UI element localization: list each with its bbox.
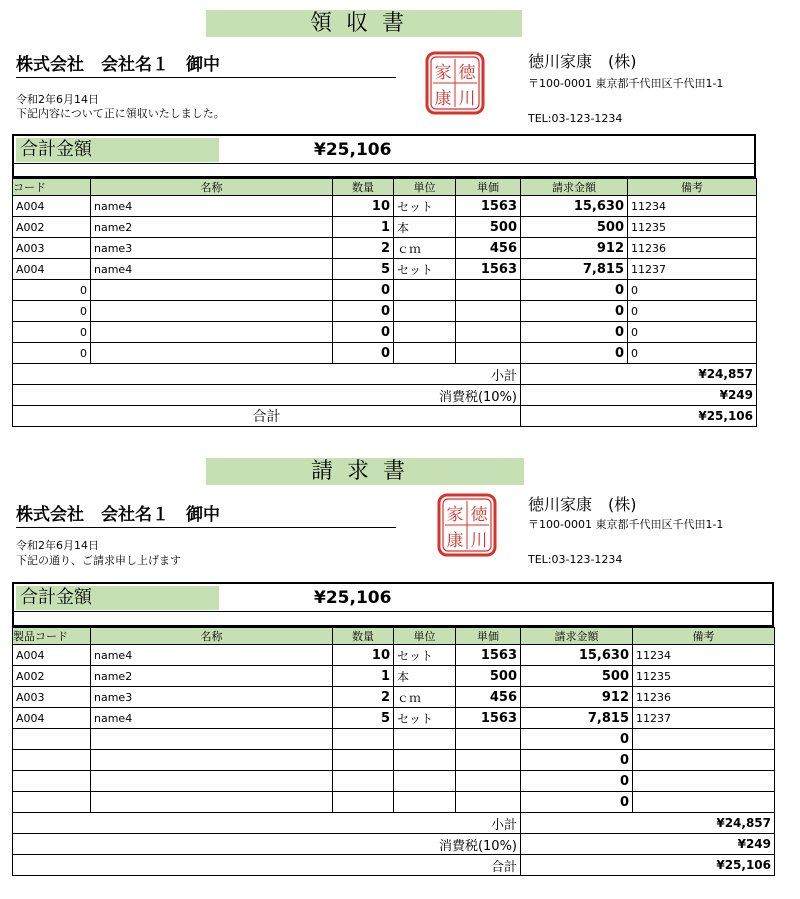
- cell-remarks: 0: [628, 322, 757, 343]
- cell-name: [91, 343, 333, 364]
- grand-total-value: ¥25,106: [521, 406, 757, 427]
- receipt-note: 下記内容について正に領収いたしました。: [16, 107, 225, 120]
- table-row: [13, 217, 757, 238]
- cell-remarks: [633, 771, 775, 792]
- table-row: [13, 343, 757, 364]
- col-qty: 数量: [333, 628, 394, 645]
- cell-code: [13, 729, 91, 750]
- cell-remarks: 0: [628, 280, 757, 301]
- cell-remarks: 11234: [628, 196, 757, 217]
- svg-text:康: 康: [446, 531, 464, 551]
- issuer-tel: TEL:03-123-1234: [528, 112, 623, 125]
- cell-name: name3: [91, 687, 333, 708]
- col-code: 製品コード: [13, 628, 91, 645]
- total-divider: [14, 163, 754, 164]
- col-remarks: 備考: [628, 179, 757, 196]
- cell-price: [456, 729, 521, 750]
- cell-price: [456, 750, 521, 771]
- cell-qty: 0: [333, 343, 394, 364]
- cell-code: 0: [13, 301, 91, 322]
- issuer-name: 徳川家康 (株): [528, 52, 637, 71]
- cell-name: [91, 771, 333, 792]
- col-name: 名称: [91, 628, 333, 645]
- cell-price: 1563: [456, 196, 521, 217]
- cell-qty: 10: [333, 196, 394, 217]
- cell-amount: 0: [521, 750, 633, 771]
- cell-qty: [333, 729, 394, 750]
- cell-qty: 5: [333, 708, 394, 729]
- company-seal-icon: [424, 50, 486, 116]
- cell-unit: [394, 280, 456, 301]
- grand-total-value: ¥25,106: [521, 855, 775, 876]
- cell-price: [456, 771, 521, 792]
- receipt-title: 領収書: [206, 10, 522, 37]
- col-unit: 単位: [394, 628, 456, 645]
- issuer-address: 〒100-0001 東京都千代田区千代田1-1: [528, 518, 724, 531]
- cell-price: [456, 301, 521, 322]
- cell-remarks: 11234: [633, 645, 775, 666]
- cell-remarks: 11235: [628, 217, 757, 238]
- cell-code: A003: [13, 687, 91, 708]
- cell-amount: 15,630: [521, 645, 633, 666]
- cell-code: A003: [13, 238, 91, 259]
- cell-name: [91, 750, 333, 771]
- cell-unit: [394, 792, 456, 813]
- table-row: [13, 771, 775, 792]
- tax-label: 消費税(10%): [13, 834, 521, 855]
- subtotal-label: 小計: [13, 813, 521, 834]
- cell-code: A004: [13, 708, 91, 729]
- table-row: [13, 259, 757, 280]
- issue-date: 令和2年6月14日: [16, 93, 99, 106]
- cell-qty: 0: [333, 280, 394, 301]
- cell-code: 0: [13, 322, 91, 343]
- cell-code: A004: [13, 259, 91, 280]
- cell-amount: 0: [521, 301, 628, 322]
- col-price: 単価: [456, 179, 521, 196]
- cell-unit: 本: [394, 666, 456, 687]
- cell-price: 1563: [456, 645, 521, 666]
- table-header-row: [13, 179, 757, 196]
- total-amount-label: 合計金額: [16, 586, 219, 610]
- cell-unit: セット: [394, 708, 456, 729]
- table-row: [13, 196, 757, 217]
- cell-price: [456, 322, 521, 343]
- cell-qty: 2: [333, 687, 394, 708]
- col-price: 単価: [456, 628, 521, 645]
- cell-name: name4: [91, 708, 333, 729]
- col-remarks: 備考: [633, 628, 775, 645]
- cell-unit: [394, 301, 456, 322]
- cell-name: name2: [91, 666, 333, 687]
- cell-amount: 7,815: [521, 259, 628, 280]
- cell-code: 0: [13, 280, 91, 301]
- col-amount: 請求金額: [521, 628, 633, 645]
- cell-code: A004: [13, 196, 91, 217]
- cell-qty: [333, 792, 394, 813]
- cell-unit: 本: [394, 217, 456, 238]
- cell-code: [13, 750, 91, 771]
- cell-qty: 5: [333, 259, 394, 280]
- cell-amount: 0: [521, 343, 628, 364]
- grand-total-row: [13, 406, 757, 427]
- total-divider: [14, 611, 772, 612]
- cell-remarks: 0: [628, 343, 757, 364]
- cell-qty: 10: [333, 645, 394, 666]
- cell-amount: 15,630: [521, 196, 628, 217]
- cell-name: [91, 322, 333, 343]
- items-table: [12, 627, 775, 876]
- svg-text:徳: 徳: [470, 505, 488, 525]
- cell-amount: 0: [521, 771, 633, 792]
- cell-name: name4: [91, 196, 333, 217]
- cell-qty: [333, 750, 394, 771]
- cell-name: name4: [91, 259, 333, 280]
- table-header-row: [13, 628, 775, 645]
- cell-price: 500: [456, 666, 521, 687]
- subtotal-value: ¥24,857: [521, 364, 757, 385]
- svg-text:川: 川: [458, 89, 476, 109]
- cell-price: 456: [456, 687, 521, 708]
- recipient-name: 株式会社 会社名１ 御中: [16, 500, 396, 528]
- cell-remarks: 11236: [628, 238, 757, 259]
- cell-amount: 0: [521, 729, 633, 750]
- subtotal-row: [13, 364, 757, 385]
- tax-row: [13, 385, 757, 406]
- table-row: [13, 729, 775, 750]
- grand-total-row: [13, 855, 775, 876]
- cell-unit: セット: [394, 259, 456, 280]
- cell-remarks: 11237: [628, 259, 757, 280]
- cell-remarks: 0: [628, 301, 757, 322]
- cell-price: [456, 792, 521, 813]
- cell-unit: ｃｍ: [394, 687, 456, 708]
- total-amount-value: ¥25,106: [314, 140, 392, 160]
- tax-label: 消費税(10%): [13, 385, 521, 406]
- cell-amount: 0: [521, 322, 628, 343]
- table-row: [13, 666, 775, 687]
- cell-name: [91, 729, 333, 750]
- cell-price: 1563: [456, 708, 521, 729]
- cell-price: 500: [456, 217, 521, 238]
- cell-code: [13, 792, 91, 813]
- cell-name: name2: [91, 217, 333, 238]
- cell-code: 0: [13, 343, 91, 364]
- cell-name: [91, 301, 333, 322]
- issue-date: 令和2年6月14日: [16, 539, 99, 552]
- issuer-address: 〒100-0001 東京都千代田区千代田1-1: [528, 77, 724, 90]
- recipient-name: 株式会社 会社名１ 御中: [16, 50, 396, 78]
- total-amount-value: ¥25,106: [314, 588, 392, 608]
- tax-value: ¥249: [521, 385, 757, 406]
- table-row: [13, 280, 757, 301]
- cell-price: [456, 343, 521, 364]
- cell-amount: 912: [521, 238, 628, 259]
- cell-qty: 2: [333, 238, 394, 259]
- table-row: [13, 301, 757, 322]
- cell-qty: 0: [333, 301, 394, 322]
- svg-text:川: 川: [470, 531, 488, 551]
- col-code: コード: [13, 179, 91, 196]
- table-row: [13, 792, 775, 813]
- cell-qty: [333, 771, 394, 792]
- cell-name: [91, 792, 333, 813]
- cell-code: A004: [13, 645, 91, 666]
- cell-remarks: [633, 750, 775, 771]
- cell-name: name4: [91, 645, 333, 666]
- col-amount: 請求金額: [521, 179, 628, 196]
- total-amount-box: [12, 582, 774, 627]
- cell-remarks: 11237: [633, 708, 775, 729]
- company-seal-icon: [436, 492, 498, 558]
- cell-code: A002: [13, 217, 91, 238]
- col-unit: 単位: [394, 179, 456, 196]
- cell-remarks: 11236: [633, 687, 775, 708]
- cell-unit: ｃｍ: [394, 238, 456, 259]
- total-amount-label: 合計金額: [16, 138, 219, 162]
- grand-total-label: 合計: [13, 406, 521, 427]
- cell-amount: 912: [521, 687, 633, 708]
- subtotal-label: 小計: [13, 364, 521, 385]
- cell-amount: 0: [521, 280, 628, 301]
- cell-amount: 7,815: [521, 708, 633, 729]
- tax-value: ¥249: [521, 834, 775, 855]
- cell-code: [13, 771, 91, 792]
- table-row: [13, 238, 757, 259]
- cell-unit: セット: [394, 196, 456, 217]
- grand-total-label: 合計: [13, 855, 521, 876]
- svg-text:康: 康: [434, 89, 452, 109]
- col-name: 名称: [91, 179, 333, 196]
- cell-name: name3: [91, 238, 333, 259]
- cell-amount: 0: [521, 792, 633, 813]
- cell-amount: 500: [521, 217, 628, 238]
- cell-unit: [394, 343, 456, 364]
- issuer-tel: TEL:03-123-1234: [528, 553, 623, 566]
- table-row: [13, 708, 775, 729]
- cell-qty: 1: [333, 217, 394, 238]
- cell-price: 1563: [456, 259, 521, 280]
- table-row: [13, 750, 775, 771]
- items-table: [12, 178, 757, 427]
- cell-unit: [394, 322, 456, 343]
- cell-unit: [394, 750, 456, 771]
- table-row: [13, 645, 775, 666]
- cell-unit: [394, 771, 456, 792]
- invoice-note: 下記の通り、ご請求申し上げます: [16, 554, 181, 567]
- cell-price: 456: [456, 238, 521, 259]
- subtotal-row: [13, 813, 775, 834]
- subtotal-value: ¥24,857: [521, 813, 775, 834]
- cell-qty: 1: [333, 666, 394, 687]
- tax-row: [13, 834, 775, 855]
- cell-remarks: 11235: [633, 666, 775, 687]
- svg-text:家: 家: [434, 63, 452, 83]
- cell-amount: 500: [521, 666, 633, 687]
- cell-remarks: [633, 729, 775, 750]
- col-qty: 数量: [333, 179, 394, 196]
- cell-price: [456, 280, 521, 301]
- cell-unit: セット: [394, 645, 456, 666]
- cell-name: [91, 280, 333, 301]
- invoice-title: 請求書: [206, 458, 524, 485]
- total-amount-box: [12, 134, 756, 178]
- svg-text:徳: 徳: [458, 63, 476, 83]
- cell-unit: [394, 729, 456, 750]
- table-row: [13, 322, 757, 343]
- cell-code: A002: [13, 666, 91, 687]
- table-row: [13, 687, 775, 708]
- cell-remarks: [633, 792, 775, 813]
- issuer-name: 徳川家康 (株): [528, 495, 637, 514]
- svg-text:家: 家: [446, 505, 464, 525]
- cell-qty: 0: [333, 322, 394, 343]
